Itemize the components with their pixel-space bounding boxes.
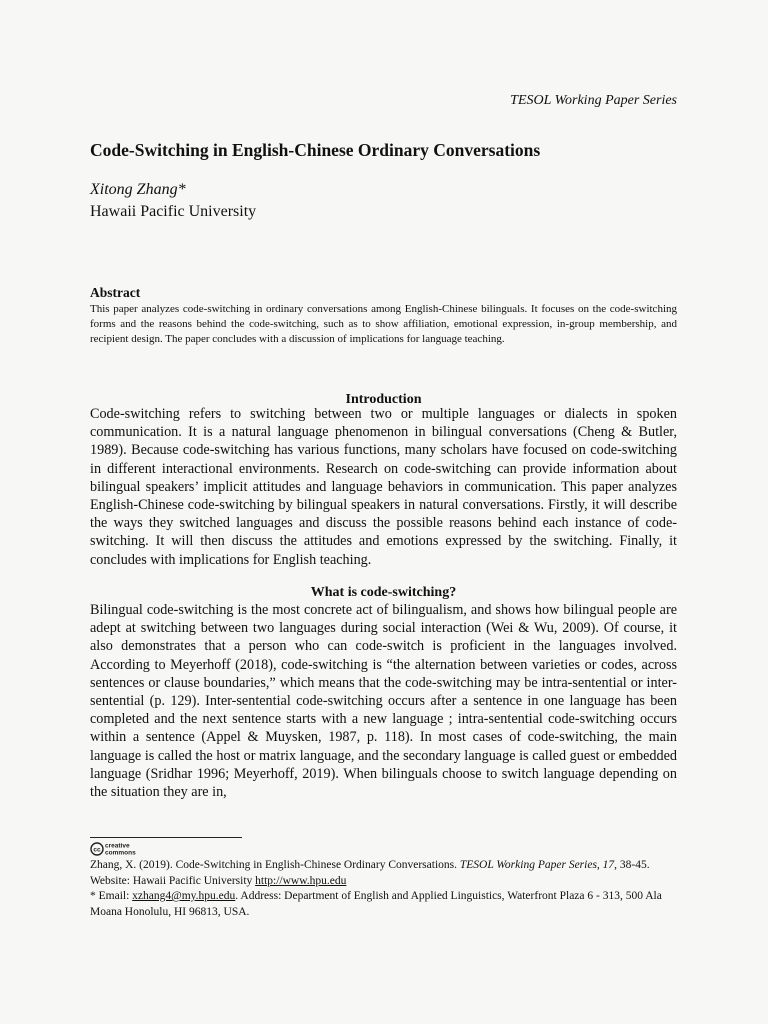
introduction-text: Code-switching refers to switching between two or multiple languages or dialects in spoken communication. It is a natural language phenomenon in bilingual conversations (Cheng & Butler, 1989). Because code-switching has various functions, many scholars have focused on code-switching in different interactional environments. Research on code-switching can provide information about bilingual speakers’ implicit attitudes and language behaviors in communication. This paper analyzes English-Chinese code-switching by bilingual speakers in natural conversations. Firstly, it will describe the ways they switched languages and discuss the possible reasons behind each instance of code-switching. It will then discuss the attitudes and emotions expressed by the switching. Finally, it concludes with implications for English teaching.: [90, 406, 677, 568]
what-is-text: Bilingual code-switching is the most concrete act of bilingualism, and shows how bilingual people are adept at switching between two languages during social interaction (Wei & Wu, 2009). Of course, it also demonstrates that a person who can code-switch is proficient in the languages involved. According to Meyerhoff (2018), code-switching is “the alternation between varieties or codes, across sentences or clause boundaries,” which means that the code-switching may be intra-sentential or inter-sentential (p. 129). Inter-sentential code-switching occurs after a sentence in one language has been completed and the next sentence starts with a new language ; intra-sentential code-switching occurs within a sentence (Appel & Muysken, 1987, p. 118). In most cases of code-switching, the main language is called the host or matrix language, and the secondary language is called guest or embedded language (Sridhar 1996; Meyerhoff, 2019). When bilinguals choose to switch language depending on the situation they are in,: [90, 602, 677, 801]
footnote-divider: [90, 837, 242, 838]
author-name: Xitong Zhang*: [90, 181, 186, 198]
svg-text:cc: cc: [93, 846, 101, 854]
abstract-text: This paper analyzes code-switching in ordinary conversations among English-Chinese bilinguals. It focuses on the code-switching forms and the reasons behind the code-switching, such as to show affiliation, emotional expression, in-group membership, and recipient design. The paper concludes with a discussion of implications for language teaching.: [90, 303, 677, 346]
series-header: TESOL Working Paper Series: [510, 93, 677, 108]
email-link[interactable]: xzhang4@my.hpu.edu: [132, 890, 236, 903]
address-text: . Address: Department of English and Applied Linguistics, Waterfront Plaza 6 - 313, 500 Ala Moana Honolulu, HI 96813, USA.: [90, 890, 662, 918]
paper-title: Code-Switching in English-Chinese Ordinary Conversations: [90, 140, 541, 160]
paper-page: [90, 0, 677, 1024]
citation-journal: TESOL Working Paper Series, 17: [459, 859, 615, 871]
abstract-heading: Abstract: [90, 285, 141, 300]
introduction-heading: Introduction: [345, 392, 422, 407]
author-affiliation: Hawaii Pacific University: [90, 203, 257, 220]
footnote: [90, 858, 677, 920]
citation-text: Zhang, X. (2019). Code-Switching in English-Chinese Ordinary Conversations.: [90, 859, 460, 871]
website-label: Website: Hawaii Pacific University: [90, 874, 256, 887]
svg-text:commons: commons: [105, 849, 136, 856]
email-label: * Email:: [90, 890, 133, 903]
citation-pages: , 38-45.: [614, 859, 650, 871]
website-link[interactable]: http://www.hpu.edu: [255, 874, 347, 887]
creative-commons-icon: [90, 840, 144, 856]
what-is-heading: What is code-switching?: [310, 585, 457, 600]
svg-text:creative: creative: [105, 842, 130, 850]
